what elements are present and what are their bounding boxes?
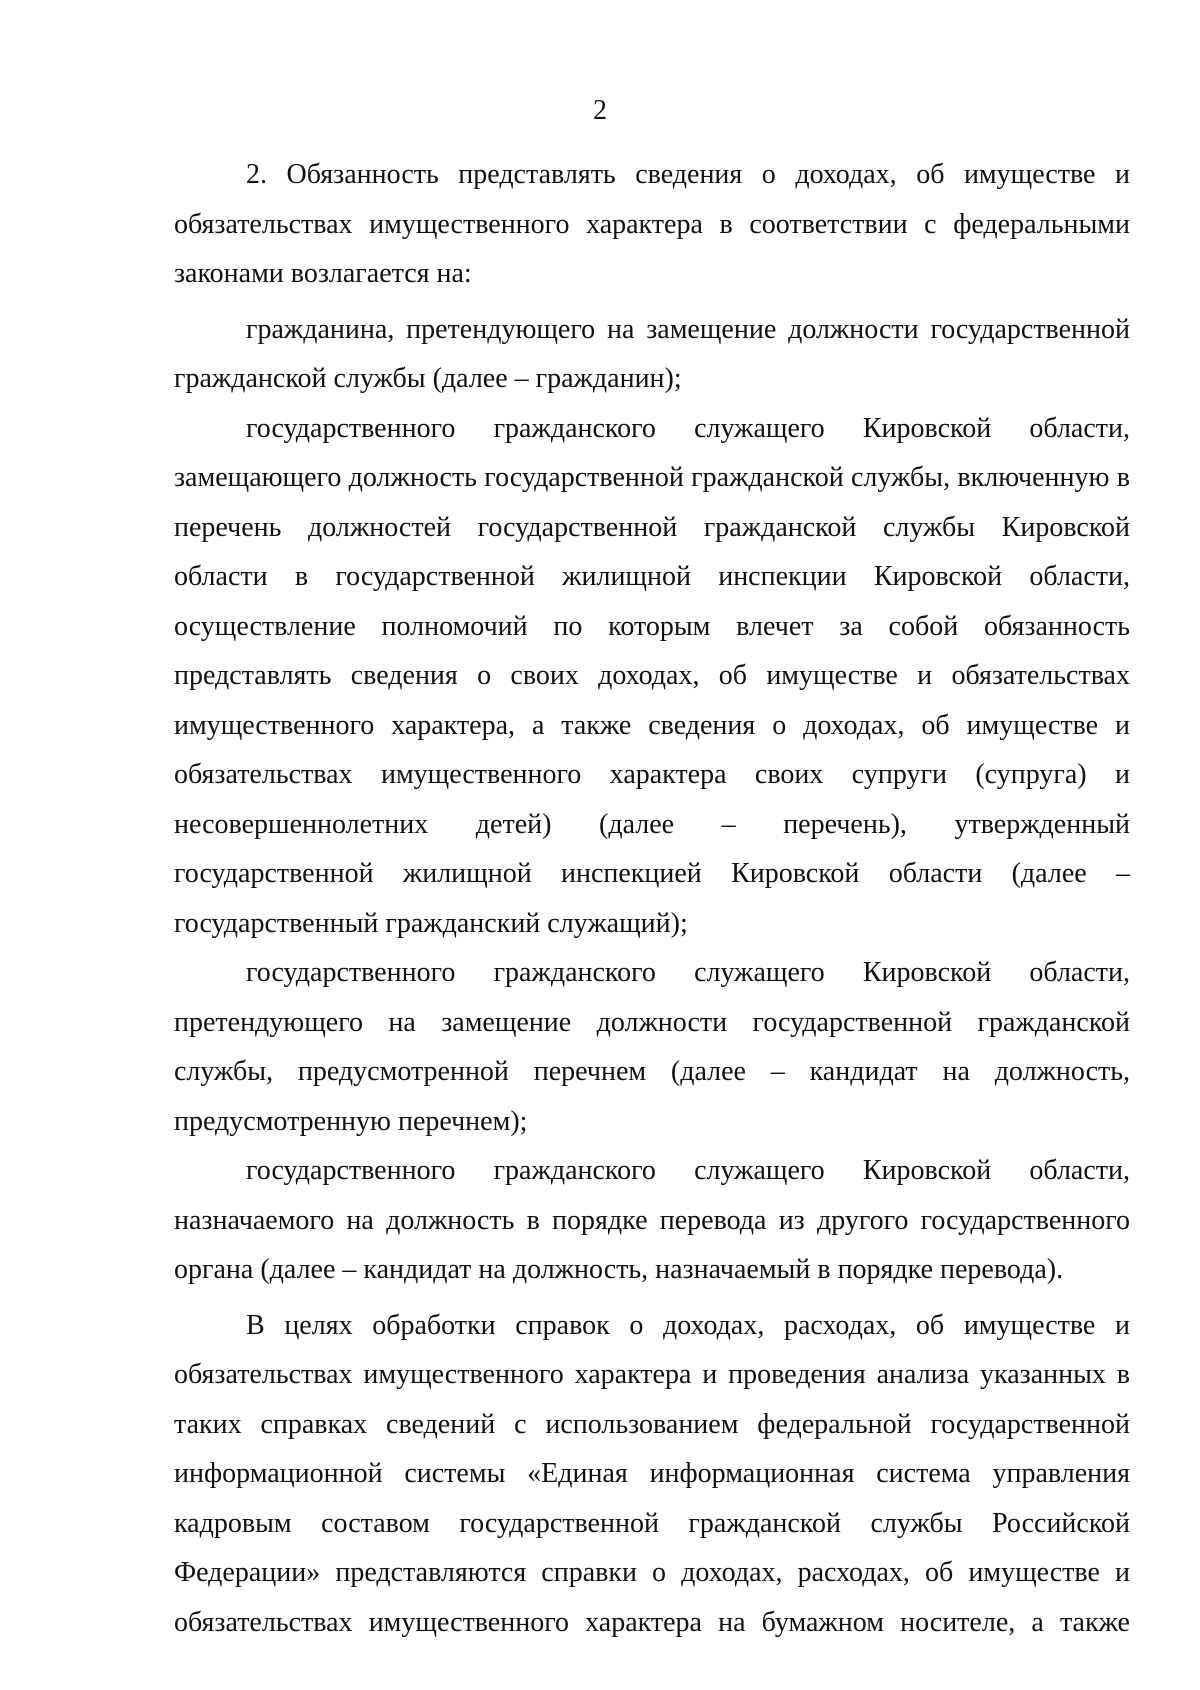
page-number: 2 <box>593 95 607 126</box>
paragraph-obligation: 2. Обязанность представлять сведения о доходах, об имуществе и обязательствах имущественного характера в соответствии с федеральными законами возлагается на: <box>174 159 1130 289</box>
paragraph-candidate: государственного гражданского служащего Кировской области, претендующего на замещение должности государственной гражданской службы, предусмотренной перечнем (далее – кандидат на должность, предусмотренную перечнем); <box>174 957 1130 1137</box>
paragraph-processing: В целях обработки справок о доходах, расходах, об имуществе и обязательствах имущественного характера и проведения анализа указанных в таких справках сведений с использованием федеральной государственной информационной системы «Единая информационная система управления кадровым составом государственной гражданской службы Российской Федерации» представляются справки о доходах, расходах, об имуществе и обязательствах имущественного характера на бумажном носителе, а также <box>174 1309 1130 1638</box>
document-body <box>174 150 1130 1647</box>
paragraph-citizen: гражданина, претендующего на замещение должности государственной гражданской службы (далее – гражданин); <box>174 313 1130 394</box>
paragraph-civil-servant: государственного гражданского служащего Кировской области, замещающего должность государственной гражданской службы, включенную в перечень должностей государственной гражданской службы Кировской области в государственной жилищной инспекции Кировской области, осуществление полномочий по которым влечет за собой обязанность представлять сведения о своих доходах, об имуществе и обязательствах имущественного характера, а также сведения о доходах, об имуществе и обязательствах имущественного характера своих супруги (супруга) и несовершеннолетних детей) (далее – перечень), утвержденный государственной жилищной инспекцией Кировской области (далее – государственный гражданский служащий); <box>174 412 1130 939</box>
paragraph-transfer-candidate: государственного гражданского служащего Кировской области, назначаемого на должность в порядке перевода из другого государственного органа (далее – кандидат на должность, назначаемый в порядке перевода). <box>174 1155 1130 1285</box>
